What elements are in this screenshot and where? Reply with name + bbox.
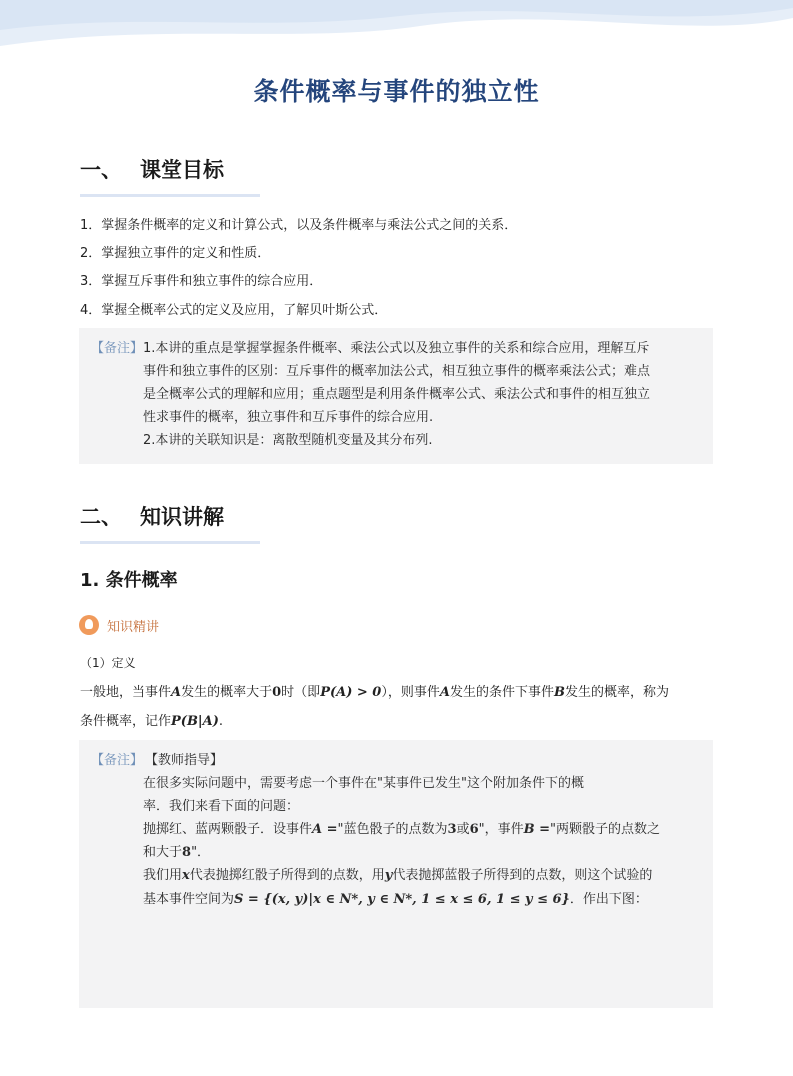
math-y: y — [384, 868, 393, 883]
text: 我们用 — [143, 868, 183, 883]
math-A: A = — [312, 822, 338, 837]
text: 基本事件空间为 — [143, 892, 235, 907]
math-PBA: P(B|A) — [171, 714, 219, 729]
text: 发生的概率大于 — [181, 685, 273, 700]
goal-item: 3．掌握互斥事件和独立事件的综合应用． — [80, 274, 323, 289]
text: 或 — [456, 822, 470, 837]
section-underline — [80, 541, 260, 544]
text: 发生的概率，称为 — [564, 685, 669, 700]
text: 抛掷红、蓝两颗骰子．设事件 — [143, 822, 313, 837]
goal-item: 4．掌握全概率公式的定义及应用，了解贝叶斯公式． — [80, 303, 388, 318]
note-line: 是全概率公式的理解和应用；重点题型是利用条件概率公式、乘法公式和事件的相互独立 — [143, 387, 651, 402]
text: "蓝色骰子的点数为 — [337, 822, 448, 837]
math-sample-space: S = {(x, y)|x ∈ N*, y ∈ N*, 1 ≤ x ≤ 6, 1 ≤ y ≤ 6} — [234, 892, 570, 907]
note-tag: 【备注】 — [91, 341, 144, 356]
teacher-guide-header: 【教师指导】 — [145, 753, 224, 768]
text: 一般地，当事件 — [80, 685, 172, 700]
subsection-label: （1）定义 — [80, 656, 136, 670]
note-line — [143, 841, 210, 864]
text: 代表抛掷红骰子所得到的点数，用 — [189, 868, 385, 883]
topic-heading: 1. 条件概率 — [80, 570, 178, 591]
note-line: 1.本讲的重点是掌握掌握条件概率、乘法公式以及独立事件的关系和综合应用，理解互斥 — [143, 341, 650, 356]
math-x: x — [182, 868, 190, 883]
math-6: 6 — [469, 822, 479, 837]
knowledge-badge — [79, 614, 159, 636]
math-PA: P(A) > 0 — [320, 685, 382, 700]
text: 时（即 — [281, 685, 321, 700]
math-A: A — [439, 685, 450, 700]
lightbulb-icon — [79, 615, 99, 635]
text: 发生的条件下事件 — [449, 685, 554, 700]
section-title: 知识讲解 — [140, 505, 224, 529]
math-B: B = — [523, 822, 551, 837]
note-line — [143, 888, 648, 911]
document-title: 条件概率与事件的独立性 — [253, 77, 540, 106]
note-line — [143, 864, 652, 887]
text: . — [218, 714, 224, 729]
note-line — [143, 818, 660, 841]
text: "． — [191, 845, 211, 860]
note-tag: 【备注】 — [91, 753, 144, 768]
note-line: 事件和独立事件的区别：互斥事件的概率加法公式，相互独立事件的概率乘法公式；难点 — [143, 364, 651, 379]
text: 和大于 — [143, 845, 183, 860]
section-number: 二、 — [80, 505, 122, 529]
math-8: 8 — [182, 845, 192, 860]
goal-item: 2．掌握独立事件的定义和性质． — [80, 246, 271, 261]
section-heading-goals — [80, 154, 224, 184]
section-title: 课堂目标 — [140, 158, 224, 182]
math-3: 3 — [447, 822, 457, 837]
note-line: 率．我们来看下面的问题： — [143, 799, 300, 814]
math-B: B — [553, 685, 565, 700]
text: 条件概率，记作 — [80, 714, 172, 729]
section-heading-knowledge — [80, 501, 224, 531]
section-underline — [80, 194, 260, 197]
text: "，事件 — [478, 822, 524, 837]
goal-item: 1．掌握条件概率的定义和计算公式，以及条件概率与乘法公式之间的关系． — [80, 218, 518, 233]
text: 代表抛掷蓝骰子所得到的点数，则这个试验的 — [392, 868, 653, 883]
knowledge-badge-label: 知识精讲 — [107, 619, 160, 635]
definition-paragraph-line — [80, 710, 223, 729]
note-line: 2.本讲的关联知识是：离散型随机变量及其分布列. — [143, 433, 433, 448]
text: "两颗骰子的点数之 — [550, 822, 660, 837]
note-box-1 — [79, 328, 713, 464]
math-A: A — [171, 685, 182, 700]
section-number: 一、 — [80, 158, 122, 182]
note-box-2 — [79, 740, 713, 1008]
note-line: 在很多实际问题中，需要考虑一个事件在"某事件已发生"这个附加条件下的概 — [143, 776, 584, 791]
header-wave-decoration — [0, 0, 793, 60]
text: ．作出下图： — [569, 892, 648, 907]
note-line: 性求事件的概率，独立事件和互斥事件的综合应用. — [143, 410, 434, 425]
math-zero: 0 — [272, 685, 282, 700]
text: ），则事件 — [381, 685, 440, 700]
definition-paragraph-line — [80, 681, 669, 700]
